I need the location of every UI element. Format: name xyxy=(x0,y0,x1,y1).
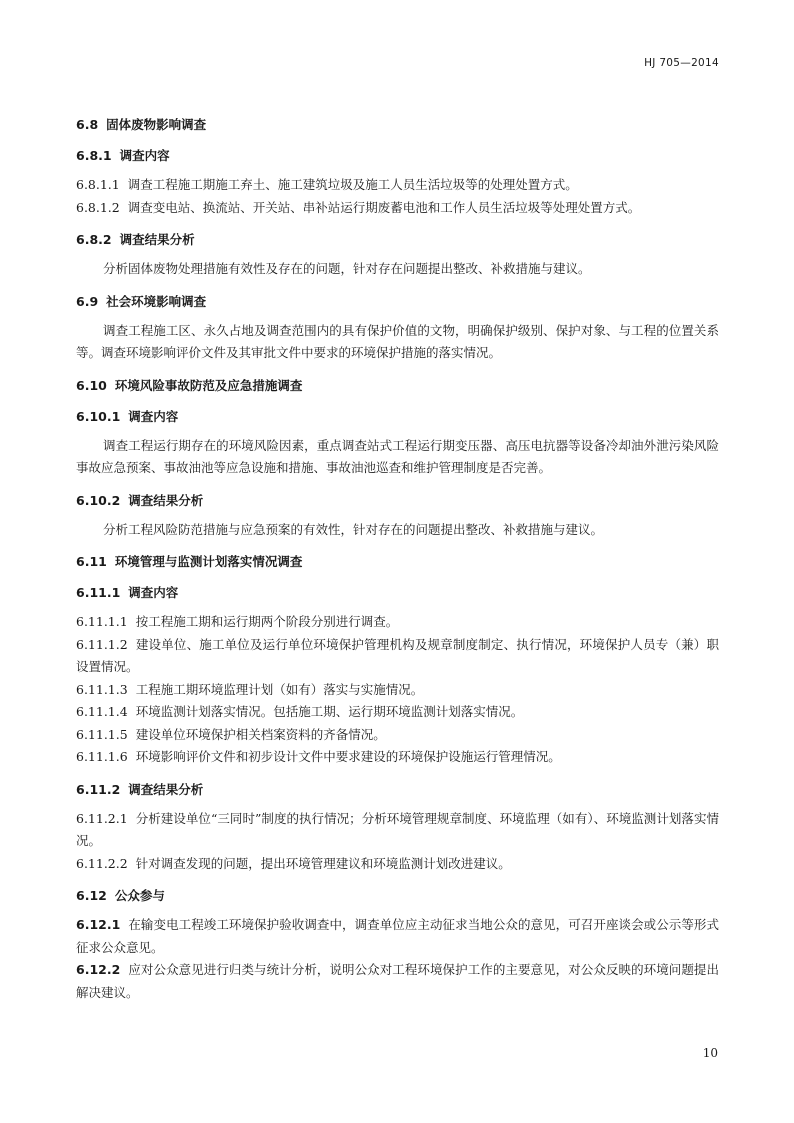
numbered-clause xyxy=(76,634,719,679)
paragraph: 分析工程风险防范措施与应急预案的有效性，针对存在的问题提出整改、补救措施与建议。 xyxy=(103,521,604,537)
section-heading xyxy=(76,407,719,427)
section-heading xyxy=(76,886,719,906)
section-number: 6.11.2 xyxy=(76,781,121,797)
numbered-clause xyxy=(76,174,719,197)
section-number: 6.8 xyxy=(76,117,99,132)
section-title: 环境风险事故防范及应急措施调查 xyxy=(114,377,303,393)
section-heading xyxy=(76,780,719,800)
section-title: 环境管理与监测计划落实情况调查 xyxy=(114,554,303,569)
clause-text: 工程施工期环境监理计划（如有）落实与实施情况。 xyxy=(135,681,424,697)
numbered-clause xyxy=(76,808,719,853)
section-title: 调查结果分析 xyxy=(128,492,204,508)
section-heading xyxy=(76,230,719,250)
section-title: 固体废物影响调查 xyxy=(106,117,207,132)
numbered-clause xyxy=(76,679,719,702)
page-number: 10 xyxy=(702,1046,718,1060)
clause-number: 6.11.1.5 xyxy=(76,726,128,742)
section-title: 调查结果分析 xyxy=(119,232,195,247)
clause-text: 调查工程施工期施工弃土、施工建筑垃圾及施工人员生活垃圾等的处理处置方式。 xyxy=(127,177,578,192)
section-number: 6.12 xyxy=(76,888,107,903)
section-heading xyxy=(76,115,719,135)
clause-text: 按工程施工期和运行期两个阶段分别进行调查。 xyxy=(135,614,399,629)
section-number: 6.8.1 xyxy=(76,148,112,163)
clause-text: 建设单位、施工单位及运行单位环境保护管理机构及规章制度制定、执行情况，环境保护人员专（兼）职设置情况。 xyxy=(76,636,719,674)
section-number: 6.11.1 xyxy=(76,585,121,600)
section-heading xyxy=(76,552,719,572)
clause-text: 分析建设单位“三同时”制度的执行情况；分析环境管理规章制度、环境监理（如有）、环境监测计划落实情况。 xyxy=(76,810,719,848)
section-title: 调查内容 xyxy=(119,148,170,163)
clause-number: 6.12.2 xyxy=(76,962,121,977)
numbered-clause xyxy=(76,959,719,1004)
clause-text: 环境监测计划落实情况。包括施工期、运行期环境监测计划落实情况。 xyxy=(135,704,524,719)
clause-number: 6.11.1.2 xyxy=(76,636,128,652)
clause-number: 6.11.1.4 xyxy=(76,704,128,719)
section-number: 6.8.2 xyxy=(76,232,112,247)
clause-text: 调查变电站、换流站、开关站、串补站运行期废蓄电池和工作人员生活垃圾等处理处置方式。 xyxy=(127,199,641,215)
clause-number: 6.11.1.1 xyxy=(76,614,128,629)
paragraph: 调查工程施工区、永久占地及调查范围内的具有保护价值的文物，明确保护级别、保护对象、与工程的位置关系等。调查环境影响评价文件及其审批文件中要求的环境保护措施的落实情况。 xyxy=(76,322,719,360)
section-number: 6.10 xyxy=(76,377,107,393)
section-title: 公众参与 xyxy=(114,888,165,903)
clause-text: 环境影响评价文件和初步设计文件中要求建设的环境保护设施运行管理情况。 xyxy=(135,749,561,764)
section-number: 6.9 xyxy=(76,293,99,309)
section-heading xyxy=(76,583,719,603)
clause-text: 建设单位环境保护相关档案资料的齐备情况。 xyxy=(135,726,386,742)
section-heading xyxy=(76,376,719,396)
numbered-clause xyxy=(76,724,719,747)
section-title: 调查内容 xyxy=(128,408,179,424)
section-heading xyxy=(76,491,719,511)
section-heading xyxy=(76,292,719,312)
numbered-clause xyxy=(76,853,719,876)
clause-text: 应对公众意见进行归类与统计分析，说明公众对工程环境保护工作的主要意见，对公众反映的环境问题提出解决建议。 xyxy=(76,962,719,1000)
numbered-clause xyxy=(76,914,719,959)
clause-text: 在输变电工程竣工环境保护验收调查中，调查单位应主动征求当地公众的意见，可召开座谈会或公示等形式征求公众意见。 xyxy=(76,917,719,955)
clause-number: 6.12.1 xyxy=(76,917,121,932)
clause-number: 6.8.1.1 xyxy=(76,177,120,192)
section-title: 调查内容 xyxy=(128,585,179,600)
paragraph: 分析固体废物处理措施有效性及存在的问题，针对存在问题提出整改、补救措施与建议。 xyxy=(103,261,591,276)
numbered-clause xyxy=(76,746,719,769)
clause-number: 6.11.2.1 xyxy=(76,810,128,826)
clause-number: 6.8.1.2 xyxy=(76,199,120,215)
section-number: 6.11 xyxy=(76,554,107,569)
clause-number: 6.11.1.6 xyxy=(76,749,128,764)
section-heading xyxy=(76,146,719,166)
clause-number: 6.11.2.2 xyxy=(76,855,128,871)
section-number: 6.10.1 xyxy=(76,408,121,424)
section-number: 6.10.2 xyxy=(76,492,121,508)
document-body xyxy=(76,115,719,1004)
document-code-header: HJ 705—2014 xyxy=(644,57,719,69)
section-title: 调查结果分析 xyxy=(128,781,204,797)
clause-text: 针对调查发现的问题，提出环境管理建议和环境监测计划改进建议。 xyxy=(135,855,511,871)
paragraph: 调查工程运行期存在的环境风险因素，重点调查站式工程运行期变压器、高压电抗器等设备冷却油外泄污染风险事故应急预案、事故油池等应急设施和措施、事故油池巡查和维护管理制度是否完善。 xyxy=(76,437,719,475)
numbered-clause xyxy=(76,611,719,634)
numbered-clause xyxy=(76,197,719,220)
clause-number: 6.11.1.3 xyxy=(76,681,128,697)
numbered-clause xyxy=(76,701,719,724)
section-title: 社会环境影响调查 xyxy=(106,293,207,309)
